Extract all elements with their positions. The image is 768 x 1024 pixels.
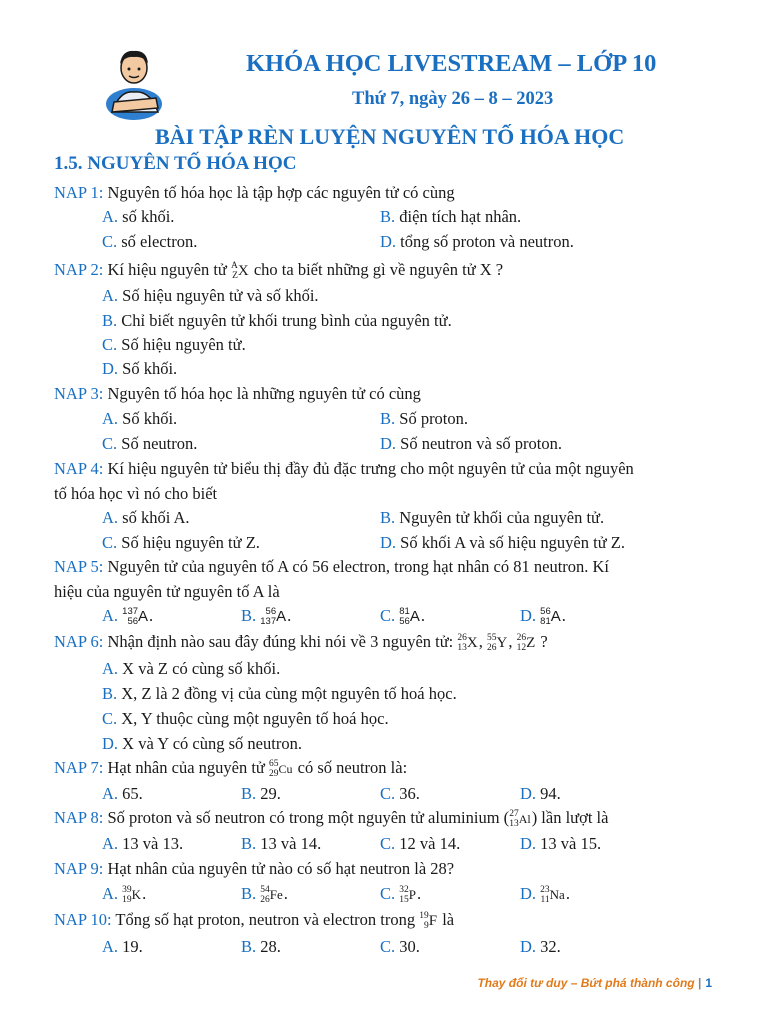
atomic-number: Z bbox=[232, 271, 238, 282]
q9-option-a bbox=[102, 884, 146, 905]
option-letter: C. bbox=[102, 434, 118, 453]
mass-number: 54 bbox=[260, 885, 270, 896]
option-letter: D. bbox=[520, 937, 537, 956]
question-6: NAP 6: Nhận định nào sau đây đúng khi nói về 3 nguyên tử: 26 13 X, 55 26 Y, 26 12 Z ? bbox=[54, 632, 548, 654]
question-label: NAP 5: bbox=[54, 557, 104, 576]
q5-option-d bbox=[520, 606, 566, 627]
mass-number: A bbox=[231, 261, 238, 272]
q9-option-c bbox=[380, 884, 421, 905]
option-letter: D. bbox=[102, 734, 119, 753]
question-label: NAP 6: bbox=[54, 632, 104, 651]
option-text: 13 và 14. bbox=[260, 834, 322, 853]
option-text: Nguyên tử khối của nguyên tử. bbox=[399, 508, 605, 527]
q4-option-d bbox=[380, 533, 625, 553]
isotope-notation bbox=[517, 633, 536, 653]
option-letter: A. bbox=[102, 286, 119, 305]
q2-option-d bbox=[102, 359, 177, 379]
question-text: Hạt nhân của nguyên tử nào có số hạt neutron là 28? bbox=[103, 859, 455, 878]
page-footer bbox=[477, 976, 712, 990]
question-10 bbox=[54, 910, 454, 931]
option-letter: A. bbox=[102, 784, 119, 803]
q10-option-a bbox=[102, 937, 143, 957]
isotope-notation bbox=[269, 759, 293, 779]
q8-option-b bbox=[241, 834, 321, 854]
atomic-number: 12 bbox=[516, 643, 527, 654]
q6-option-a bbox=[102, 659, 280, 679]
option-letter: A. bbox=[102, 409, 119, 428]
option-letter: C. bbox=[102, 709, 118, 728]
q7-option-a bbox=[102, 784, 143, 804]
isotope-notation bbox=[399, 607, 420, 627]
atomic-number: 11 bbox=[540, 895, 550, 906]
question-text: Kí hiệu nguyên tử bbox=[103, 260, 231, 279]
isotope-notation bbox=[540, 607, 561, 627]
option-letter: B. bbox=[241, 784, 257, 803]
element-symbol: Y bbox=[496, 635, 508, 652]
isotope-notation bbox=[540, 885, 565, 905]
q3-option-d bbox=[380, 434, 562, 454]
element-symbol: Al bbox=[518, 812, 531, 827]
option-letter: C. bbox=[380, 606, 396, 625]
footer-separator: | bbox=[697, 976, 702, 990]
option-text: số khối. bbox=[122, 207, 175, 226]
isotope-notation bbox=[457, 633, 477, 653]
option-letter: D. bbox=[520, 606, 537, 625]
question-text: Nguyên tố hóa học là những nguyên tử có cùng bbox=[103, 384, 421, 403]
question-3 bbox=[54, 384, 421, 404]
option-text: Số neutron và số proton. bbox=[400, 434, 562, 453]
option-letter: D. bbox=[520, 834, 537, 853]
q9-option-b bbox=[241, 884, 288, 905]
element-symbol: A bbox=[276, 608, 287, 626]
option-text: X, Y thuộc cùng một nguyên tố hoá học. bbox=[121, 709, 389, 728]
question-text: Kí hiệu nguyên tử biểu thị đầy đủ đặc trưng cho một nguyên tử của một nguyên bbox=[103, 459, 634, 478]
q2-option-b bbox=[102, 311, 452, 331]
q1-option-b bbox=[380, 207, 521, 227]
element-symbol: F bbox=[428, 913, 438, 930]
question-text: Hạt nhân của nguyên tử bbox=[103, 758, 270, 777]
option-letter: A. bbox=[102, 834, 119, 853]
option-text: 28. bbox=[260, 937, 281, 956]
atomic-number: 19 bbox=[122, 895, 132, 906]
question-9 bbox=[54, 859, 454, 879]
option-text: 94. bbox=[540, 784, 561, 803]
option-letter: C. bbox=[102, 232, 118, 251]
question-5 bbox=[54, 557, 609, 577]
q6-option-b bbox=[102, 684, 457, 704]
q8-option-a bbox=[102, 834, 183, 854]
course-title: KHÓA HỌC LIVESTREAM – LỚP 10 bbox=[246, 50, 657, 77]
question-4 bbox=[54, 459, 634, 479]
atomic-number: 56 bbox=[399, 616, 410, 628]
option-letter: C. bbox=[102, 335, 118, 354]
element-symbol: A bbox=[138, 608, 149, 626]
element-symbol: A bbox=[550, 608, 561, 626]
option-text: X và Z có cùng số khối. bbox=[122, 659, 281, 678]
q1-option-a bbox=[102, 207, 174, 227]
option-letter: B. bbox=[241, 884, 257, 903]
option-text: X, Z là 2 đồng vị của cùng một nguyên tố hoá học. bbox=[121, 684, 457, 703]
mass-number: 81 bbox=[399, 606, 410, 618]
page-number: 1 bbox=[705, 976, 712, 990]
option-letter: C. bbox=[380, 784, 396, 803]
question-text-end: có số neutron là: bbox=[293, 758, 408, 777]
question-text-end: cho ta biết những gì về nguyên tử X ? bbox=[249, 260, 504, 279]
q10-option-d bbox=[520, 937, 561, 957]
option-text: 12 và 14. bbox=[399, 834, 461, 853]
question-4-cont: tố hóa học vì nó cho biết bbox=[54, 484, 218, 503]
atomic-number: 29 bbox=[269, 769, 279, 780]
option-letter: D. bbox=[520, 884, 537, 903]
question-text-end: ? bbox=[536, 632, 548, 651]
option-letter: D. bbox=[520, 784, 537, 803]
q7-option-b bbox=[241, 784, 281, 804]
option-text: Số hiệu nguyên tử và số khối. bbox=[122, 286, 319, 305]
q6-option-d bbox=[102, 734, 302, 754]
period: . bbox=[149, 606, 154, 625]
mass-number: 65 bbox=[269, 759, 279, 770]
element-symbol: A bbox=[409, 608, 420, 626]
question-5-cont: hiệu của nguyên tử nguyên tố A là bbox=[54, 582, 280, 601]
mass-number: 32 bbox=[399, 885, 409, 896]
isotope-notation bbox=[122, 607, 148, 627]
option-text: 65. bbox=[122, 784, 143, 803]
isotope-notation bbox=[419, 911, 437, 931]
element-symbol: Z bbox=[526, 635, 536, 652]
q10-option-c bbox=[380, 937, 420, 957]
option-letter: A. bbox=[102, 884, 119, 903]
option-text: số khối A. bbox=[122, 508, 190, 527]
option-text: Số proton. bbox=[399, 409, 469, 428]
q10-option-b bbox=[241, 937, 281, 957]
mass-number: 137 bbox=[122, 606, 139, 618]
mass-number: 56 bbox=[540, 606, 551, 618]
footer-slogan: Thay đổi tư duy – Bứt phá thành công bbox=[477, 976, 695, 990]
option-letter: D. bbox=[380, 533, 397, 552]
option-letter: A. bbox=[102, 937, 119, 956]
course-date: Thứ 7, ngày 26 – 8 – 2023 bbox=[352, 89, 554, 109]
isotope-notation bbox=[399, 885, 416, 905]
mass-number: 26 bbox=[516, 633, 527, 644]
q4-option-c bbox=[102, 533, 260, 553]
option-text: điện tích hạt nhân. bbox=[399, 207, 522, 226]
section-heading: 1.5. NGUYÊN TỐ HÓA HỌC bbox=[54, 153, 297, 174]
period: . bbox=[142, 884, 147, 903]
atomic-number: 26 bbox=[486, 643, 497, 654]
mass-number: 27 bbox=[509, 809, 519, 820]
option-letter: D. bbox=[380, 232, 397, 251]
question-text: Số proton và số neutron có trong một nguyên tử aluminium ( bbox=[103, 808, 510, 827]
option-letter: C. bbox=[102, 533, 118, 552]
option-letter: B. bbox=[241, 606, 257, 625]
option-text: 29. bbox=[260, 784, 281, 803]
atomic-number: 137 bbox=[260, 616, 277, 628]
option-letter: B. bbox=[102, 311, 118, 330]
element-symbol: Na bbox=[549, 887, 565, 903]
element-symbol: Cu bbox=[278, 762, 293, 777]
q2-option-c bbox=[102, 335, 246, 355]
mass-number: 23 bbox=[540, 885, 550, 896]
option-text: 30. bbox=[399, 937, 420, 956]
isotope-notation bbox=[260, 885, 283, 905]
q8-option-d bbox=[520, 834, 601, 854]
question-text: Tổng số hạt proton, neutron và electron trong bbox=[111, 910, 420, 929]
option-letter: C. bbox=[380, 834, 396, 853]
q7-option-c bbox=[380, 784, 420, 804]
question-text-end: là bbox=[438, 910, 455, 929]
question-label: NAP 4: bbox=[54, 459, 104, 478]
mass-number: 56 bbox=[265, 606, 277, 618]
q4-option-a bbox=[102, 508, 190, 528]
question-text: Nguyên tử của nguyên tố A có 56 electron, trong hạt nhân có 81 neutron. Kí bbox=[103, 557, 610, 576]
q4-option-b bbox=[380, 508, 604, 528]
question-text: Nhận định nào sau đây đúng khi nói về 3 nguyên tử: bbox=[103, 632, 458, 651]
question-label: NAP 2: bbox=[54, 260, 104, 279]
question-label: NAP 10: bbox=[54, 910, 112, 929]
q5-option-c bbox=[380, 606, 425, 627]
period: . bbox=[561, 606, 566, 625]
question-2 bbox=[54, 260, 503, 281]
option-letter: B. bbox=[380, 508, 396, 527]
option-text: số electron. bbox=[121, 232, 198, 251]
option-text: tổng số proton và neutron. bbox=[400, 232, 574, 251]
option-text: 13 và 15. bbox=[540, 834, 602, 853]
worksheet-title: BÀI TẬP RÈN LUYỆN NGUYÊN TỐ HÓA HỌC bbox=[155, 124, 625, 149]
question-label: NAP 9: bbox=[54, 859, 104, 878]
atomic-number: 15 bbox=[399, 895, 409, 906]
q5-option-a bbox=[102, 606, 153, 627]
q3-option-c bbox=[102, 434, 197, 454]
isotope-notation bbox=[231, 261, 249, 281]
option-text: Chỉ biết nguyên tử khối trung bình của nguyên tử. bbox=[121, 311, 452, 330]
option-text: Số khối. bbox=[122, 359, 178, 378]
question-label: NAP 3: bbox=[54, 384, 104, 403]
option-letter: D. bbox=[102, 359, 119, 378]
period: . bbox=[283, 884, 288, 903]
period: . bbox=[420, 606, 425, 625]
question-label: NAP 7: bbox=[54, 758, 104, 777]
question-label: NAP 1: bbox=[54, 183, 104, 202]
question-text: Nguyên tố hóa học là tập hợp các nguyên tử có cùng bbox=[103, 183, 455, 202]
q8-option-c bbox=[380, 834, 460, 854]
period: . bbox=[417, 884, 422, 903]
q1-option-d bbox=[380, 232, 574, 252]
option-text: 32. bbox=[540, 937, 561, 956]
option-text: Số khối. bbox=[122, 409, 178, 428]
mass-number: 26 bbox=[457, 633, 467, 644]
option-letter: B. bbox=[380, 409, 396, 428]
q7-option-d bbox=[520, 784, 561, 804]
option-letter: A. bbox=[102, 508, 119, 527]
q9-option-d bbox=[520, 884, 570, 905]
option-text: 36. bbox=[399, 784, 420, 803]
isotope-notation bbox=[509, 809, 531, 829]
atomic-number: 56 bbox=[127, 616, 139, 628]
element-symbol: X bbox=[466, 635, 478, 652]
option-text: 19. bbox=[122, 937, 143, 956]
option-text: Số neutron. bbox=[121, 434, 198, 453]
q1-option-c bbox=[102, 232, 197, 252]
option-letter: A. bbox=[102, 659, 119, 678]
question-1 bbox=[54, 183, 455, 203]
option-letter: D. bbox=[380, 434, 397, 453]
period: . bbox=[287, 606, 292, 625]
question-7 bbox=[54, 758, 407, 779]
question-8 bbox=[54, 808, 608, 829]
mascot-illustration bbox=[100, 42, 175, 122]
q5-option-b bbox=[241, 606, 291, 627]
atomic-number: 13 bbox=[457, 643, 467, 654]
period: . bbox=[565, 884, 570, 903]
q2-option-a bbox=[102, 286, 319, 306]
option-letter: B. bbox=[380, 207, 396, 226]
question-label: NAP 8: bbox=[54, 808, 104, 827]
atomic-number: 9 bbox=[424, 921, 429, 932]
question-text-end: ) lần lượt là bbox=[531, 808, 609, 827]
atomic-number: 81 bbox=[540, 616, 551, 628]
element-symbol: K bbox=[131, 887, 142, 903]
option-text: 13 và 13. bbox=[122, 834, 184, 853]
isotope-notation bbox=[487, 633, 507, 653]
isotope-notation bbox=[122, 885, 141, 905]
option-text: Số hiệu nguyên tử. bbox=[121, 335, 246, 354]
atomic-number: 13 bbox=[509, 819, 519, 830]
option-text: Số hiệu nguyên tử Z. bbox=[121, 533, 260, 552]
option-letter: B. bbox=[102, 684, 118, 703]
option-text: X và Y có cùng số neutron. bbox=[122, 734, 302, 753]
isotope-notation bbox=[260, 607, 286, 627]
q3-option-a bbox=[102, 409, 177, 429]
option-letter: B. bbox=[241, 834, 257, 853]
option-letter: B. bbox=[241, 937, 257, 956]
option-letter: A. bbox=[102, 207, 119, 226]
atomic-number: 26 bbox=[260, 895, 270, 906]
option-letter: C. bbox=[380, 937, 396, 956]
q3-option-b bbox=[380, 409, 468, 429]
option-letter: C. bbox=[380, 884, 396, 903]
mass-number: 39 bbox=[122, 885, 132, 896]
mass-number: 55 bbox=[486, 633, 497, 644]
option-letter: A. bbox=[102, 606, 119, 625]
option-text: Số khối A và số hiệu nguyên tử Z. bbox=[400, 533, 625, 552]
element-symbol: X bbox=[237, 263, 249, 280]
q6-option-c bbox=[102, 709, 389, 729]
element-symbol: Fe bbox=[269, 887, 283, 903]
element-symbol: P bbox=[408, 887, 416, 903]
mass-number: 19 bbox=[419, 911, 429, 922]
